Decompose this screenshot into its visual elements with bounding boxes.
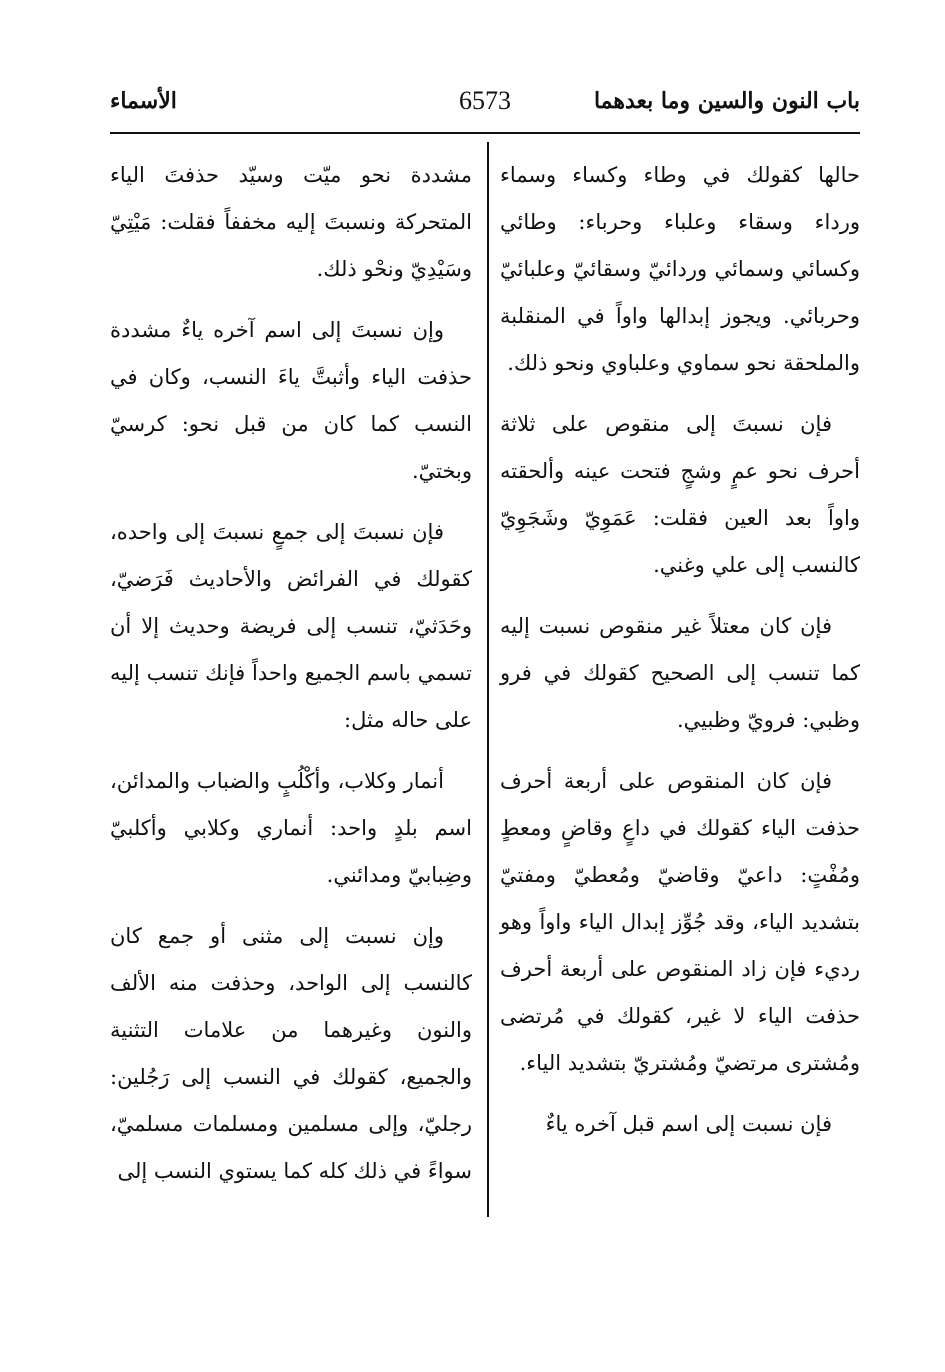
header-rule xyxy=(110,132,860,134)
paragraph: مشددة نحو ميّت وسيّد حذفتَ الياء المتحركة ونسبتَ إليه مخففاً فقلت: مَيْتِيّ وسَيْدِيّ ونحْو ذلك. xyxy=(110,163,472,281)
right-column xyxy=(500,152,860,1162)
column-divider xyxy=(487,142,489,1217)
paragraph: فإن نسبتَ إلى جمعٍ نسبتَ إلى واحده، كقولك في الفرائض والأحاديث فَرَضيّ، وحَدَثيّ، تنسب إلى فريضة وحديث إلا أن تسمي باسم الجميع واحداً فإنك تنسب إليه على حاله مثل: xyxy=(110,520,472,732)
left-column xyxy=(110,152,472,1209)
paragraph: وإن نسبتَ إلى اسم آخره ياءٌ مشددة حذفت الياء وأثبتَّ ياءَ النسب، وكان في النسب كما كان من قبل نحو: كرسيّ وبختيّ. xyxy=(110,318,472,483)
chapter-title: باب النون والسين وما بعدهما xyxy=(593,88,860,114)
paragraph: حالها كقولك في وطاء وكساء وسماء ورداء وسقاء وعلباء وحرباء: وطائي وكسائي وسمائي وردائيّ وسقائيّ وعلبائيّ وحربائي. ويجوز إبدالها واواً في المنقلبة والملحقة نحو سماوي وعلباوي ونحو ذلك. xyxy=(500,163,860,375)
page-header xyxy=(110,88,860,128)
paragraph: فإن كان معتلاً غير منقوص نسبت إليه كما تنسب إلى الصحيح كقولك في فرو وظبي: فرويّ وظبيي. xyxy=(500,614,860,732)
paragraph: فإن نسبت إلى اسم قبل آخره ياءٌ xyxy=(545,1112,832,1136)
paragraph: وإن نسبت إلى مثنى أو جمع كان كالنسب إلى الواحد، وحذفت منه الألف والنون وغيرهما من علامات التثنية والجميع، كقولك في النسب إلى رَجُلين: رجليّ، وإلى مسلمين ومسلمات مسلميّ، سواءً في ذلك كله كما يستوي النسب إلى xyxy=(110,924,472,1183)
section-title: الأسماء xyxy=(110,88,177,114)
paragraph: أنمار وكلاب، وأكْلُبٍ والضباب والمدائن، اسم بلدٍ واحد: أنماري وكلابي وأكلبيّ وضِبابيّ ومدائني. xyxy=(110,769,472,887)
paragraph: فإن نسبتَ إلى منقوص على ثلاثة أحرف نحو عمٍ وشجٍ فتحت عينه وألحقته واواً بعد العين فقلت: عَمَوِيّ وشَجَوِيّ كالنسب إلى علي وغني. xyxy=(500,412,860,577)
page-number: 6573 xyxy=(459,86,511,115)
paragraph: فإن كان المنقوص على أربعة أحرف حذفت الياء كقولك في داعٍ وقاضٍ ومعطٍ ومُفْتٍ: داعيّ وقاضيّ ومُعطيّ ومفتيّ بتشديد الياء، وقد جُوِّز إبدال الياء واواً وهو رديء فإن زاد المنقوص على أربعة أحرف حذفت الياء لا غير، كقولك في مُرتضى ومُشترى مرتضيّ ومُشتريّ بتشديد الياء. xyxy=(500,769,860,1075)
